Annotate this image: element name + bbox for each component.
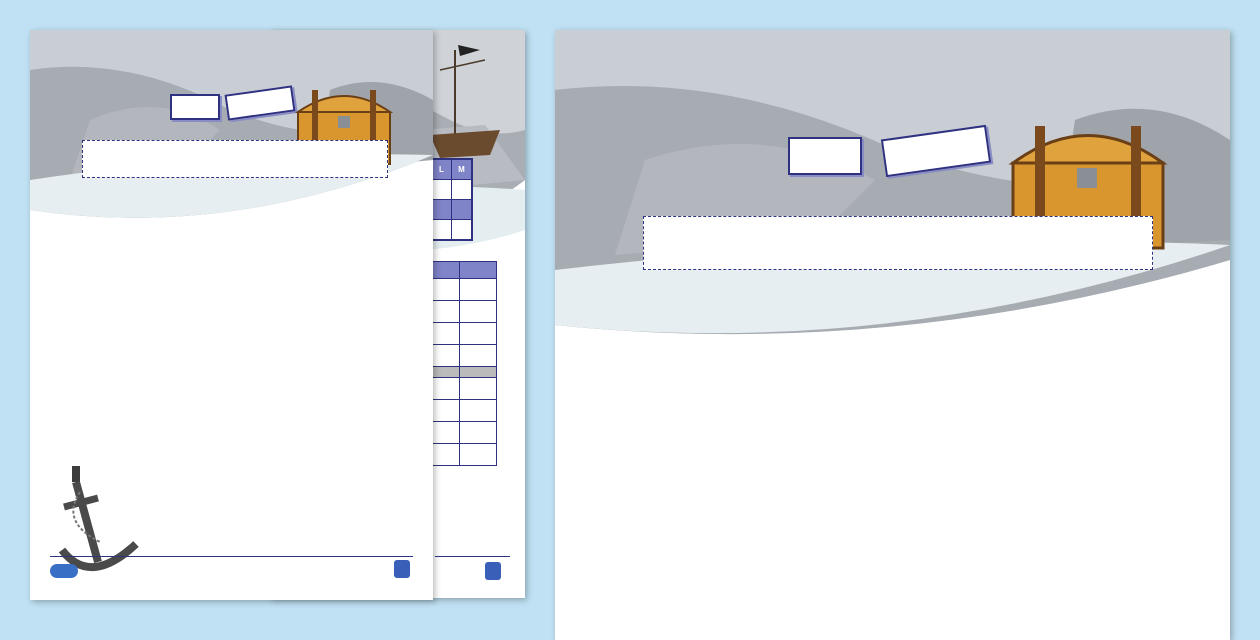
small-instructions bbox=[82, 140, 388, 178]
back-footer-rule bbox=[435, 556, 510, 557]
small-footer-rule bbox=[50, 556, 413, 557]
small-worksheet-page bbox=[30, 30, 433, 600]
back-code-fragment: L M bbox=[430, 158, 473, 241]
twinkl-logo bbox=[50, 564, 78, 578]
back-answer-table bbox=[430, 261, 497, 466]
large-tag-code bbox=[788, 137, 862, 175]
large-worksheet-page bbox=[555, 30, 1230, 640]
small-badge-icon bbox=[394, 560, 410, 578]
small-tag-code bbox=[170, 94, 220, 120]
large-instructions bbox=[643, 216, 1153, 270]
back-badge-icon bbox=[485, 562, 501, 580]
